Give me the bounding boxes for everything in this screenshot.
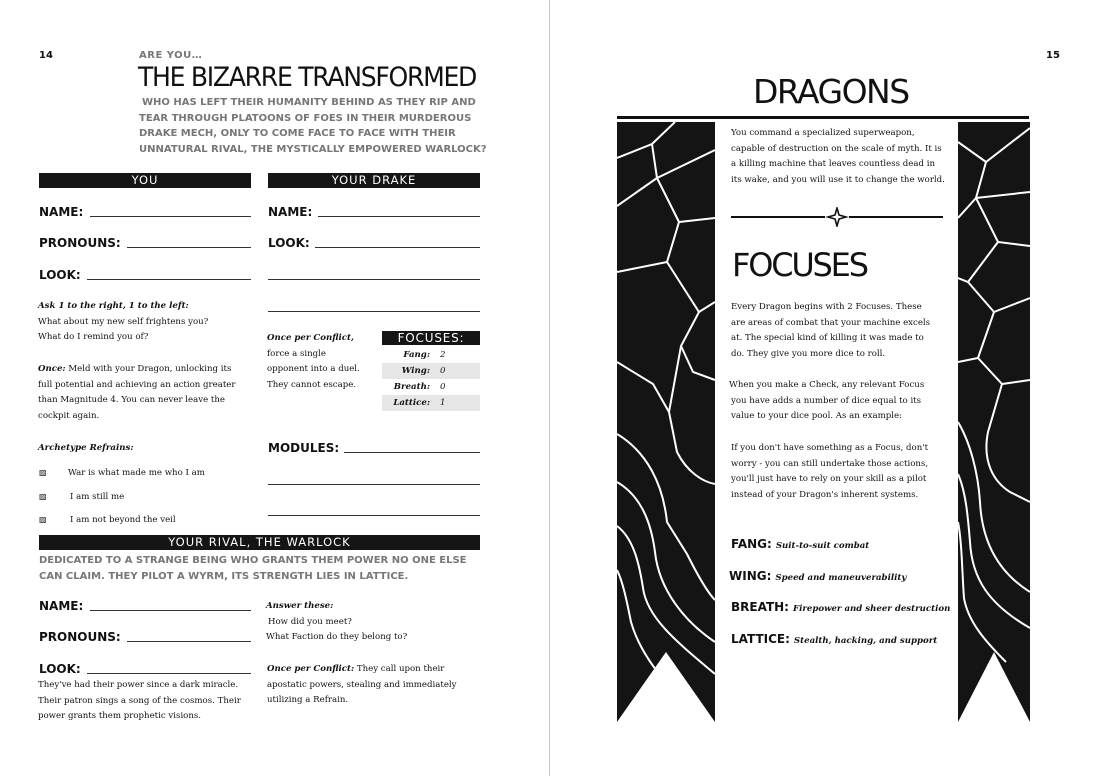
checkbox-icon[interactable]: ▨: [39, 492, 47, 501]
focus-value: 0: [440, 382, 446, 392]
title-rule: [617, 116, 1029, 119]
ask-line: What about my new self frightens you?: [38, 316, 209, 327]
rival-answer-block: [266, 599, 407, 646]
drake-look-field-2[interactable]: [268, 279, 480, 280]
focus-name: Fang:: [403, 350, 430, 360]
subtitle-line: UNNATURAL RIVAL, THE MYSTICALLY EMPOWERED WARLOCK?: [139, 143, 487, 155]
you-look-label: LOOK:: [39, 268, 81, 282]
rival-look-field[interactable]: [87, 673, 251, 674]
drake-look-field-3[interactable]: [268, 311, 480, 312]
checkbox-icon[interactable]: ▨: [39, 468, 47, 477]
focus-item-name: FANG:: [731, 537, 772, 551]
refrain-text: War is what made me who I am: [68, 468, 205, 478]
you-header: YOU: [39, 173, 251, 188]
para-line: instead of your Dragon's inherent systems.: [731, 490, 919, 501]
rival-header: YOUR RIVAL, THE WARLOCK: [39, 535, 480, 550]
rival-once-label: Once per Conflict:: [267, 664, 355, 674]
focus-item-desc: Firepower and sheer destruction: [792, 604, 951, 614]
para-line: Every Dragon begins with 2 Focuses. These: [731, 302, 922, 312]
para-line: value to your dice pool. As an example:: [731, 411, 902, 422]
you-name-label: NAME:: [39, 205, 84, 219]
focus-row: [382, 379, 480, 395]
rival-desc-line: DEDICATED TO A STRANGE BEING WHO GRANTS THEM POWER NO ONE ELSE: [39, 555, 467, 566]
focuses-table: [382, 347, 480, 411]
intro-line: You command a specialized superweapon,: [731, 128, 915, 138]
you-pronouns-field[interactable]: [127, 247, 251, 248]
modules-field-3[interactable]: [268, 515, 480, 516]
refrain-text: I am still me: [70, 492, 125, 502]
drake-once-line: opponent into a duel.: [267, 364, 360, 375]
intro-paragraph: [731, 126, 945, 189]
modules-field-2[interactable]: [268, 484, 480, 485]
focus-item-desc: Speed and maneuverability: [775, 573, 907, 583]
rival-pronouns-field[interactable]: [127, 641, 251, 642]
focus-item-name: LATTICE:: [731, 632, 790, 646]
right-banner-ornament: [958, 122, 1030, 722]
focus-item-name: BREATH:: [731, 600, 789, 614]
focus-name: Breath:: [393, 382, 430, 392]
focus-name: Wing:: [401, 366, 430, 376]
focus-name: Lattice:: [393, 398, 430, 408]
drake-name-label: NAME:: [268, 205, 313, 219]
drake-once-line: force a single: [267, 348, 326, 359]
focus-value: 1: [440, 398, 446, 408]
refrain-item: [39, 512, 176, 529]
ask-heading: Ask 1 to the right, 1 to the left:: [38, 301, 189, 311]
you-look-field[interactable]: [87, 279, 251, 280]
focus-item-desc: Suit-to-suit combat: [775, 541, 870, 551]
drake-look-label: LOOK:: [268, 236, 310, 250]
focus-item-desc: Stealth, hacking, and support: [793, 636, 938, 646]
rival-look-line: Their patron sings a song of the cosmos. Their: [38, 695, 241, 706]
rival-look-text: [38, 678, 241, 725]
para-line: do. They give you more dice to roll.: [731, 349, 886, 360]
rival-desc-line: CAN CLAIM. THEY PILOT A WYRM, ITS STRENGTH LIES IN LATTICE.: [39, 571, 409, 582]
focuses-title: FOCUSES: [732, 246, 867, 284]
rival-once-line: They call upon their: [354, 664, 445, 674]
rival-description: [39, 553, 467, 585]
drake-once-label: Once per Conflict,: [267, 333, 354, 343]
refrain-text: I am not beyond the veil: [70, 515, 176, 525]
rival-look-line: They've had their power since a dark miracle.: [38, 680, 239, 690]
once-line: cockpit again.: [38, 411, 100, 422]
focus-item-name: WING:: [729, 569, 772, 583]
modules-field[interactable]: [344, 452, 480, 453]
once-line: than Magnitude 4. You can never leave the: [38, 395, 225, 406]
intro-line: a killing machine that leaves countless dead in: [731, 159, 936, 170]
page-spine: [549, 0, 550, 776]
focus-row: [382, 363, 480, 379]
intro-line: capable of destruction on the scale of myth. It is: [731, 143, 942, 154]
focuses-paragraph-3: [731, 441, 928, 504]
para-line: at. The special kind of killing it was made to: [731, 333, 924, 344]
once-line: full potential and achieving an action greater: [38, 379, 236, 390]
focus-item-wing: [729, 567, 906, 585]
para-line: are areas of combat that your machine excels: [731, 317, 931, 328]
you-pronouns-label: PRONOUNS:: [39, 236, 121, 250]
focuses-paragraph-2: [729, 378, 924, 425]
modules-label: MODULES:: [268, 441, 340, 455]
focus-item-fang: [731, 535, 869, 553]
rival-name-label: NAME:: [39, 599, 84, 613]
focus-item-breath: [731, 598, 950, 616]
drake-header: YOUR DRAKE: [268, 173, 480, 188]
once-line: Meld with your Dragon, unlocking its: [65, 364, 232, 374]
once-label: Once:: [38, 364, 66, 374]
refrain-item: [39, 465, 205, 482]
para-line: you'll just have to rely on your skill as a pilot: [731, 474, 927, 485]
checkbox-icon[interactable]: ▨: [39, 515, 47, 524]
page-number: 15: [1046, 50, 1060, 61]
rival-pronouns-label: PRONOUNS:: [39, 630, 121, 644]
subtitle: [139, 95, 487, 157]
focus-row: [382, 395, 480, 411]
para-line: When you make a Check, any relevant Focus: [729, 380, 925, 390]
answer-line: How did you meet?: [268, 616, 352, 627]
rival-once-block: [267, 662, 457, 709]
you-ask-block: [38, 299, 208, 346]
focus-item-lattice: [731, 630, 937, 648]
drake-name-field[interactable]: [318, 216, 480, 217]
rival-look-line: power grants them prophetic visions.: [38, 711, 202, 722]
rival-look-label: LOOK:: [39, 662, 81, 676]
para-line: you have adds a number of dice equal to its: [731, 395, 922, 406]
para-line: If you don't have something as a Focus, don't: [731, 443, 929, 453]
focus-value: 0: [440, 366, 446, 376]
rival-name-field[interactable]: [90, 610, 251, 611]
diamond-divider-icon: [731, 207, 943, 227]
drake-once-line: They cannot escape.: [267, 380, 357, 391]
focus-value: 2: [440, 350, 446, 360]
rival-once-line: utilizing a Refrain.: [267, 695, 349, 706]
focuses-paragraph-1: [731, 300, 930, 363]
you-name-field[interactable]: [90, 216, 251, 217]
focuses-header: FOCUSES:: [382, 331, 480, 345]
refrain-item: [39, 489, 124, 506]
focus-row: [382, 347, 480, 363]
you-once-block: [38, 362, 236, 425]
rival-once-line: apostatic powers, stealing and immediately: [267, 679, 457, 690]
drake-once-block: [267, 331, 360, 394]
drake-look-field[interactable]: [315, 247, 480, 248]
subtitle-line: DRAKE MECH, ONLY TO COME FACE TO FACE WITH THEIR: [139, 128, 456, 140]
ask-line: What do I remind you of?: [38, 332, 149, 343]
answer-line: What Faction do they belong to?: [266, 632, 408, 643]
para-line: worry - you can still undertake those actions,: [731, 458, 929, 469]
refrains-heading: Archetype Refrains:: [38, 443, 134, 453]
answer-heading: Answer these:: [266, 601, 334, 611]
page-title: THE BIZARRE TRANSFORMED: [138, 62, 477, 93]
page-number: 14: [39, 50, 53, 61]
subtitle-line: TEAR THROUGH PLATOONS OF FOES IN THEIR MURDEROUS: [139, 112, 472, 124]
left-banner-ornament: [617, 122, 715, 722]
page-title: DRAGONS: [753, 72, 909, 111]
intro-line: its wake, and you will use it to change the world.: [731, 175, 945, 186]
kicker: ARE YOU…: [139, 50, 203, 61]
subtitle-line: WHO HAS LEFT THEIR HUMANITY BEHIND AS THEY RIP AND: [142, 97, 476, 108]
